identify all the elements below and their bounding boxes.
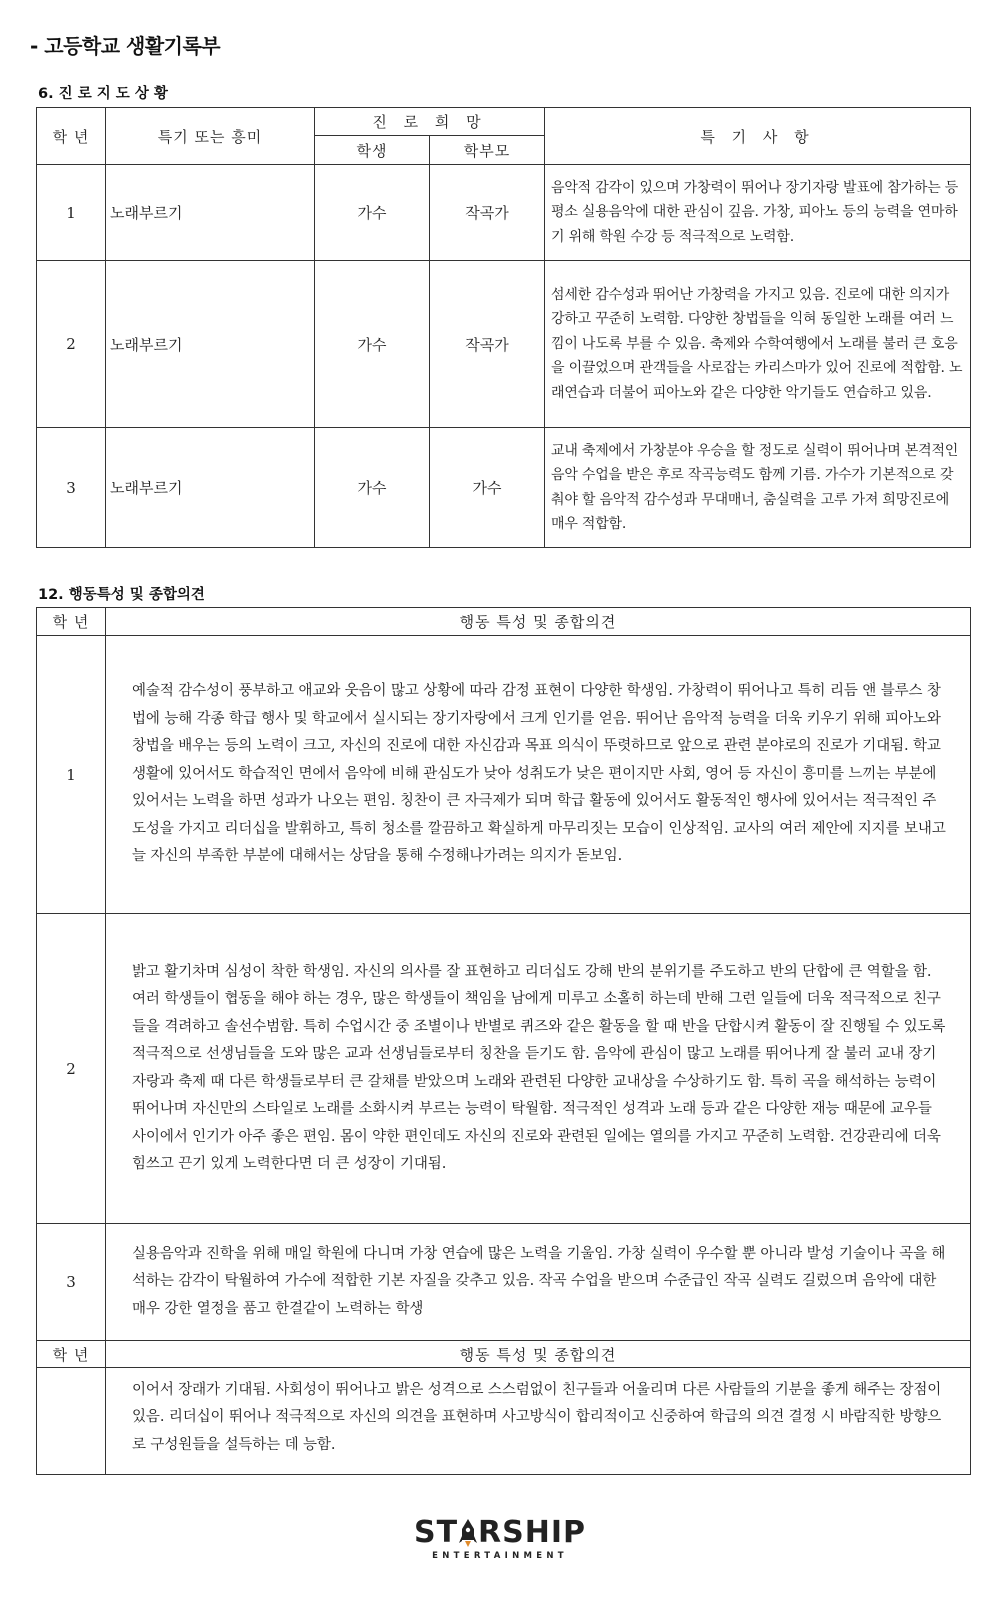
continuation-header-opinion: 행동 특성 및 종합의견 xyxy=(106,1341,971,1368)
opinion-cell: 밝고 활기차며 심성이 착한 학생임. 자신의 의사를 잘 표현하고 리더십도 강해 반의 분위기를 주도하고 반의 단합에 큰 역할을 함. 여러 학생들이 협동을 해야 하는 경우, 많은 학생들이 책임을 남에게 미루고 소홀히 하는데 반해 그런 일들에 더욱 적극적으로 친구들을 격려하고 솔선수범함. 특히 수업시간 중 조별이나 반별로 퀴즈와 같은 활동을 할 때 반을 단합시켜 활동이 잘 진행될 수 있도록 적극적으로 선생님들을 도와 많은 교과 선생님들로부터 칭찬을 듣기도 함. 음악에 관심이 많고 노래를 뛰어나게 잘 불러 교내 장기자랑과 축제 때 다른 학생들로부터 큰 갈채를 받았으며 노래와 관련된 다양한 교내상을 수상하기도 함. 특히 곡을 해석하는 능력이 뛰어나며 자신만의 스타일로 노래를 소화시켜 부르는 능력이 탁월함. 적극적인 성격과 노래 등과 같은 다양한 재능 때문에 교우들 사이에서 인기가 아주 좋은 편임. 몸이 약한 편인데도 자신의 진로와 관련된 일에는 열의를 가지고 꾸준히 노력함. 건강관리에 더욱 힘쓰고 끈기 있게 노력한다면 더 큰 성장이 기대됨. xyxy=(106,914,971,1224)
student-hope-cell: 가수 xyxy=(315,428,430,548)
talent-cell: 노래부르기 xyxy=(106,165,315,261)
starship-logo xyxy=(410,1515,590,1561)
logo-wordmark xyxy=(410,1515,590,1550)
table-row xyxy=(37,428,971,548)
grade-cell: 2 xyxy=(37,914,106,1224)
talent-cell: 노래부르기 xyxy=(106,261,315,428)
parent-hope-cell: 작곡가 xyxy=(430,261,545,428)
header-parent: 학부모 xyxy=(430,136,545,165)
table-row xyxy=(37,914,971,1224)
student-hope-cell: 가수 xyxy=(315,165,430,261)
header-student: 학생 xyxy=(315,136,430,165)
header-grade: 학 년 xyxy=(37,608,106,636)
parent-hope-cell: 작곡가 xyxy=(430,165,545,261)
career-section-title: 6. 진 로 지 도 상 황 xyxy=(38,86,168,102)
grade-cell: 2 xyxy=(37,261,106,428)
table-row xyxy=(37,1368,971,1475)
header-notes: 특 기 사 항 xyxy=(545,108,971,165)
notes-cell: 음악적 감각이 있으며 가창력이 뛰어나 장기자랑 발표에 참가하는 등 평소 실용음악에 대한 관심이 깊음. 가창, 피아노 등의 능력을 연마하기 위해 학원 수강 등 적극적으로 노력함. xyxy=(545,165,971,261)
table-row xyxy=(37,165,971,261)
notes-cell: 섬세한 감수성과 뛰어난 가창력을 가지고 있음. 진로에 대한 의지가 강하고 꾸준히 노력함. 다양한 창법들을 익혀 동일한 노래를 여러 느낌이 나도록 부를 수 있음. 축제와 수학여행에서 노래를 불러 큰 호응을 이끌었으며 관객들을 사로잡는 카리스마가 있어 진로에 적합함. 노래연습과 더불어 피아노와 같은 다양한 악기들도 연습하고 있음. xyxy=(545,261,971,428)
header-opinion: 행동 특성 및 종합의견 xyxy=(106,608,971,636)
student-hope-cell: 가수 xyxy=(315,261,430,428)
opinion-cell: 이어서 장래가 기대됨. 사회성이 뛰어나고 밝은 성격으로 스스럼없이 친구들과 어울리며 다른 사람들의 기분을 좋게 해주는 장점이 있음. 리더십이 뛰어나 적극적으로 자신의 의견을 표현하며 사고방식이 합리적이고 신중하여 학급의 의견 결정 시 바람직한 방향으로 구성원들을 설득하는 데 능함. xyxy=(106,1368,971,1475)
parent-hope-cell: 가수 xyxy=(430,428,545,548)
grade-cell: 1 xyxy=(37,165,106,261)
table-row xyxy=(37,1224,971,1341)
behavior-table xyxy=(36,607,971,1475)
career-table xyxy=(36,107,971,548)
header-talent: 특기 또는 흥미 xyxy=(106,108,315,165)
logo-text-rship: RSHIP xyxy=(478,1515,587,1550)
header-career-hope: 진 로 희 망 xyxy=(315,108,545,136)
continuation-header-grade: 학 년 xyxy=(37,1341,106,1368)
talent-cell: 노래부르기 xyxy=(106,428,315,548)
header-grade: 학 년 xyxy=(37,108,106,165)
grade-cell: 1 xyxy=(37,636,106,914)
grade-cell-empty xyxy=(37,1368,106,1475)
notes-cell: 교내 축제에서 가창분야 우승을 할 정도로 실력이 뛰어나며 본격적인 음악 수업을 받은 후로 작곡능력도 함께 기름. 가수가 기본적으로 갖춰야 할 음악적 감수성과 무대매너, 춤실력을 고루 가져 희망진로에 매우 적합함. xyxy=(545,428,971,548)
document-title: - 고등학교 생활기록부 xyxy=(30,34,221,58)
logo-subtitle: ENTERTAINMENT xyxy=(432,1551,568,1561)
opinion-cell: 예술적 감수성이 풍부하고 애교와 웃음이 많고 상황에 따라 감정 표현이 다양한 학생임. 가창력이 뛰어나고 특히 리듬 앤 블루스 창법에 능해 각종 학급 행사 및 학교에서 실시되는 장기자랑에서 크게 인기를 얻음. 뛰어난 음악적 능력을 더욱 키우기 위해 피아노와 창법을 배우는 등의 노력이 크고, 자신의 진로에 대한 자신감과 목표 의식이 뚜렷하므로 앞으로 관련 분야로의 진로가 기대됨. 학교 생활에 있어서도 학습적인 면에서 음악에 비해 관심도가 낮아 성취도가 낮은 편이지만 사회, 영어 등 자신이 흥미를 느끼는 부분에 있어서는 노력을 하면 성과가 나오는 편임. 칭찬이 큰 자극제가 되며 학급 활동에 있어서도 활동적인 행사에 있어서는 적극적인 주도성을 가지고 리더십을 발휘하고, 특히 청소를 깔끔하고 확실하게 마무리짓는 모습이 인상적임. 교사의 여러 제안에 지지를 보내고 늘 자신의 부족한 부분에 대해서는 상담을 통해 수정해나가려는 의지가 돋보임. xyxy=(106,636,971,914)
grade-cell: 3 xyxy=(37,428,106,548)
opinion-cell: 실용음악과 진학을 위해 매일 학원에 다니며 가창 연습에 많은 노력을 기울임. 가창 실력이 우수할 뿐 아니라 발성 기술이나 곡을 해석하는 감각이 탁월하여 가수에 적합한 기본 자질을 갖추고 있음. 작곡 수업을 받으며 수준급인 작곡 실력도 길렀으며 음악에 대한 매우 강한 열정을 품고 한결같이 노력하는 학생 xyxy=(106,1224,971,1341)
rocket-icon xyxy=(458,1518,478,1548)
logo-text-st: ST xyxy=(413,1515,459,1550)
behavior-section-title: 12. 행동특성 및 종합의견 xyxy=(38,587,205,603)
table-row xyxy=(37,261,971,428)
grade-cell: 3 xyxy=(37,1224,106,1341)
table-row xyxy=(37,636,971,914)
